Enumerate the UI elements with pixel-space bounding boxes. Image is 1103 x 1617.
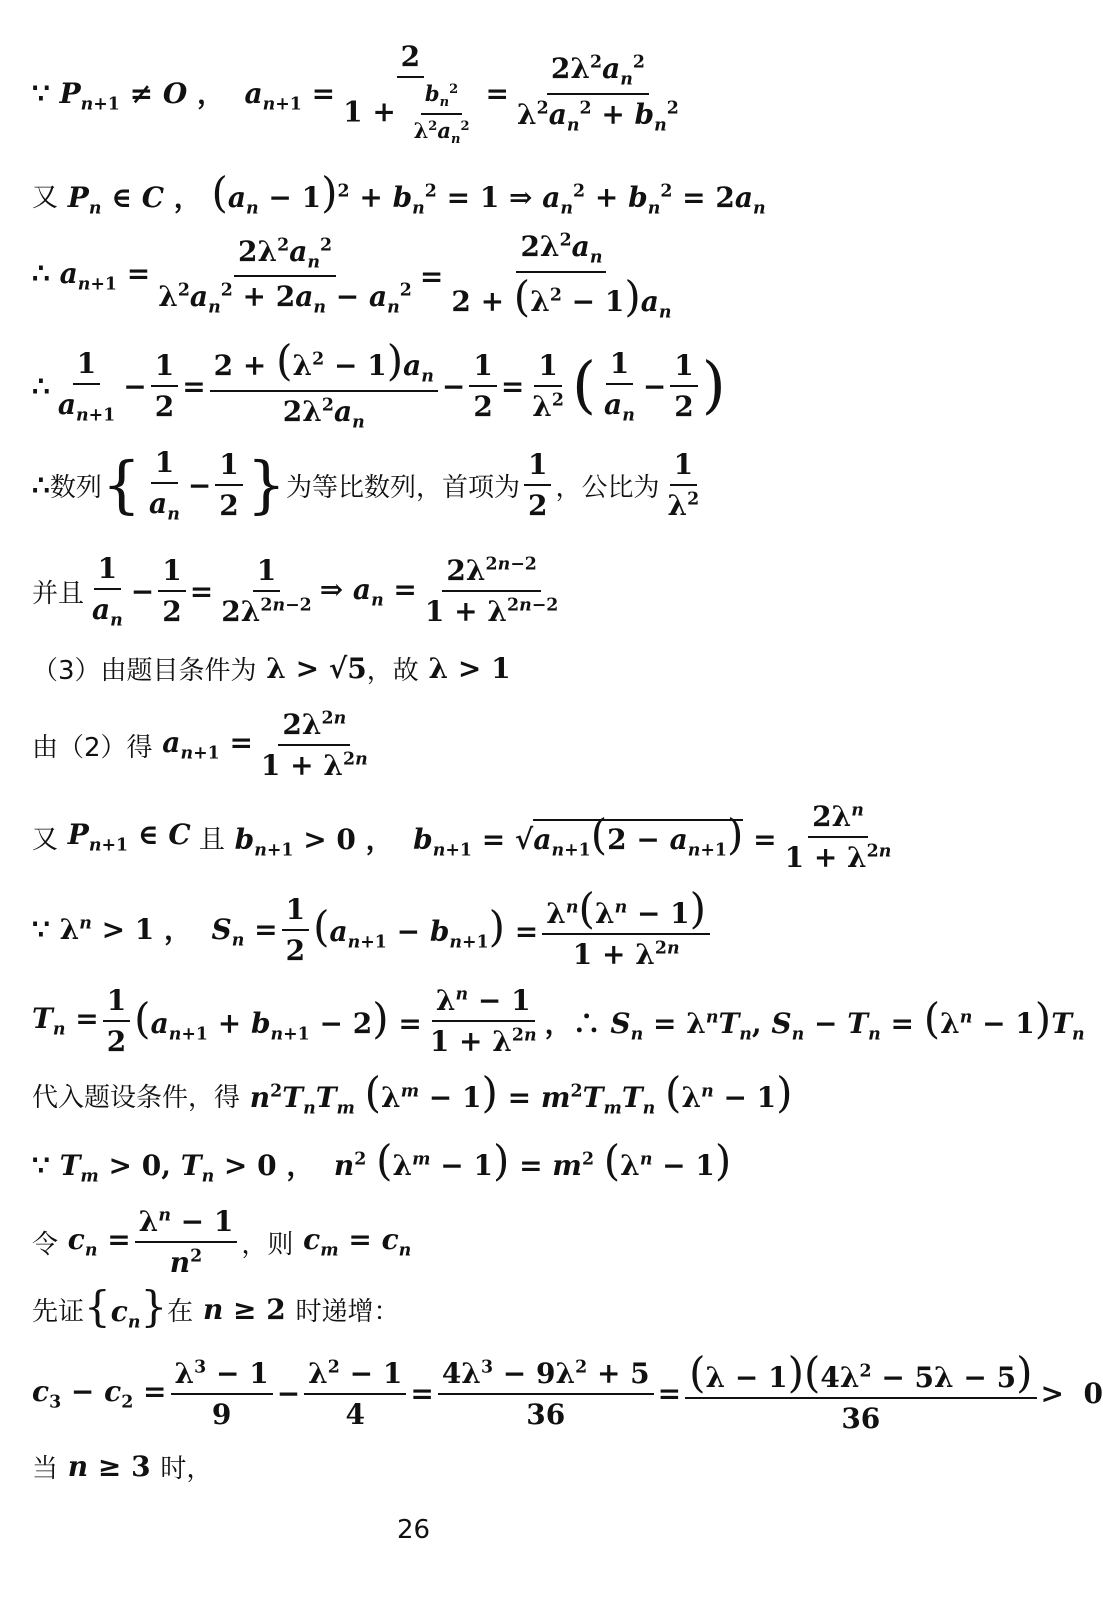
line-9: 又 $P_{n+1}$ ∈ C 且 $b_{n+1} > 0$ ， $b_{n+1} = √a_{n+1}(2 - a_{n+1})$ = $\frac{2\lambda^n}{1 + \lambda^{2n}}$ xyxy=(32,800,892,874)
line-12: 代入题设条件，得 $n^2T_nT_m$ $(\lambda^m - 1) = m^2T_mT_n$ $(\lambda^n - 1)$ xyxy=(32,1068,793,1119)
line-16: $c_3 - c_2$ = $\frac{\lambda^3 - 1}{9}$ − $\frac{\lambda^2 - 1}{4}$ = $\frac{4\lambda^3 - 9\lambda^2 + 5}{36}$ = $\frac{(\lambda - 1)(4\lambda^2 - 5\lambda - 5)}{36}$ > 0 xyxy=(32,1348,1103,1435)
page-number: 26 xyxy=(396,1515,431,1545)
line-4: ∴ $\frac{1}{a_{n+1}}$ − $\frac{1}{2}$ = $\frac{2 + (\lambda^2 - 1)a_n}{2\lambda^2a_n}$ − $\frac{1}{2}$ = $\frac{1}{\lambda^2}$ ( $\frac{1}{a_n}$ − $\frac{1}{2}$ ) xyxy=(32,336,726,433)
line-5: ∴ 数列 { $\frac{1}{a_n}$ − $\frac{1}{2}$ } 为等比数列，首项为 $\frac{1}{2}$ ，公比为 $\frac{1}{\lambda^2}$ xyxy=(32,446,700,525)
line-6: 并且 $\frac{1}{a_n}$ − $\frac{1}{2}$ = $\frac{1}{2\lambda^{2n-2}}$ ⇒ $a_n$ = $\frac{2\lambda^{2n-2}}{1 + \lambda^{2n-2}}$ xyxy=(32,552,559,631)
line-15: 先证 $\{c_n\}$ 在 n ≥ 2 时递增： xyxy=(32,1282,400,1333)
line-8: 由（2）得 $a_{n+1}$ = $\frac{2\lambda^{2n}}{1 + \lambda^{2n}}$ xyxy=(32,708,368,782)
line-13: ∵ $T_m > 0$, $T_n > 0$ ， $n^2$ $(\lambda^m - 1) = m^2$ $(\lambda^n - 1)$ xyxy=(32,1136,732,1187)
line-7: （3）由题目条件为 λ > √5 ，故 λ > 1 xyxy=(32,652,511,686)
line-11: $T_n$ = $\frac{1}{2}$ $(a_{n+1} + b_{n+1} - 2)$ = $\frac{\lambda^n - 1}{1 + \lambda^{2n}}$ ，∴ $S_n = \lambda^nT_n$, $S_n - T_n = (\lambda^n - 1)T_n$ xyxy=(32,984,1085,1058)
line-10: ∵ $\lambda^n > 1$ ， $S_n$ = $\frac{1}{2}$ $(a_{n+1} - b_{n+1})$ = $\frac{\lambda^n(\lambda^n - 1)}{1 + \lambda^{2n}}$ xyxy=(32,888,714,971)
line-1: ∵ $P_{n+1} \ne O$ ， $a_{n+1}$ = 2 1 + $\frac{b_n^2}{\lambda^2a_n^2}$ = $\frac{2\lambda^2a_n^2}{\lambda^2a_n^2 + b_n^2}$ xyxy=(32,40,679,148)
line-3: ∴ $a_{n+1}$ = $\frac{2\lambda^2a_n^2}{\lambda^2a_n^2 + 2a_n - a_n^2}$ = $\frac{2\lambda^2a_n}{2 + (\lambda^2 - 1)a_n}$ xyxy=(32,230,672,323)
line-2: 又 $P_n$ ∈ C ， $(a_n - 1)^2 + b_n^2 = 1$ ⇒ $a_n^2 + b_n^2 = 2a_n$ xyxy=(32,168,766,219)
line-17: 当 n ≥ 3 时， xyxy=(32,1450,213,1484)
line-14: 令 $c_n$ = $\frac{\lambda^n - 1}{n^2}$ ，则 $c_m = c_n$ xyxy=(32,1205,412,1279)
